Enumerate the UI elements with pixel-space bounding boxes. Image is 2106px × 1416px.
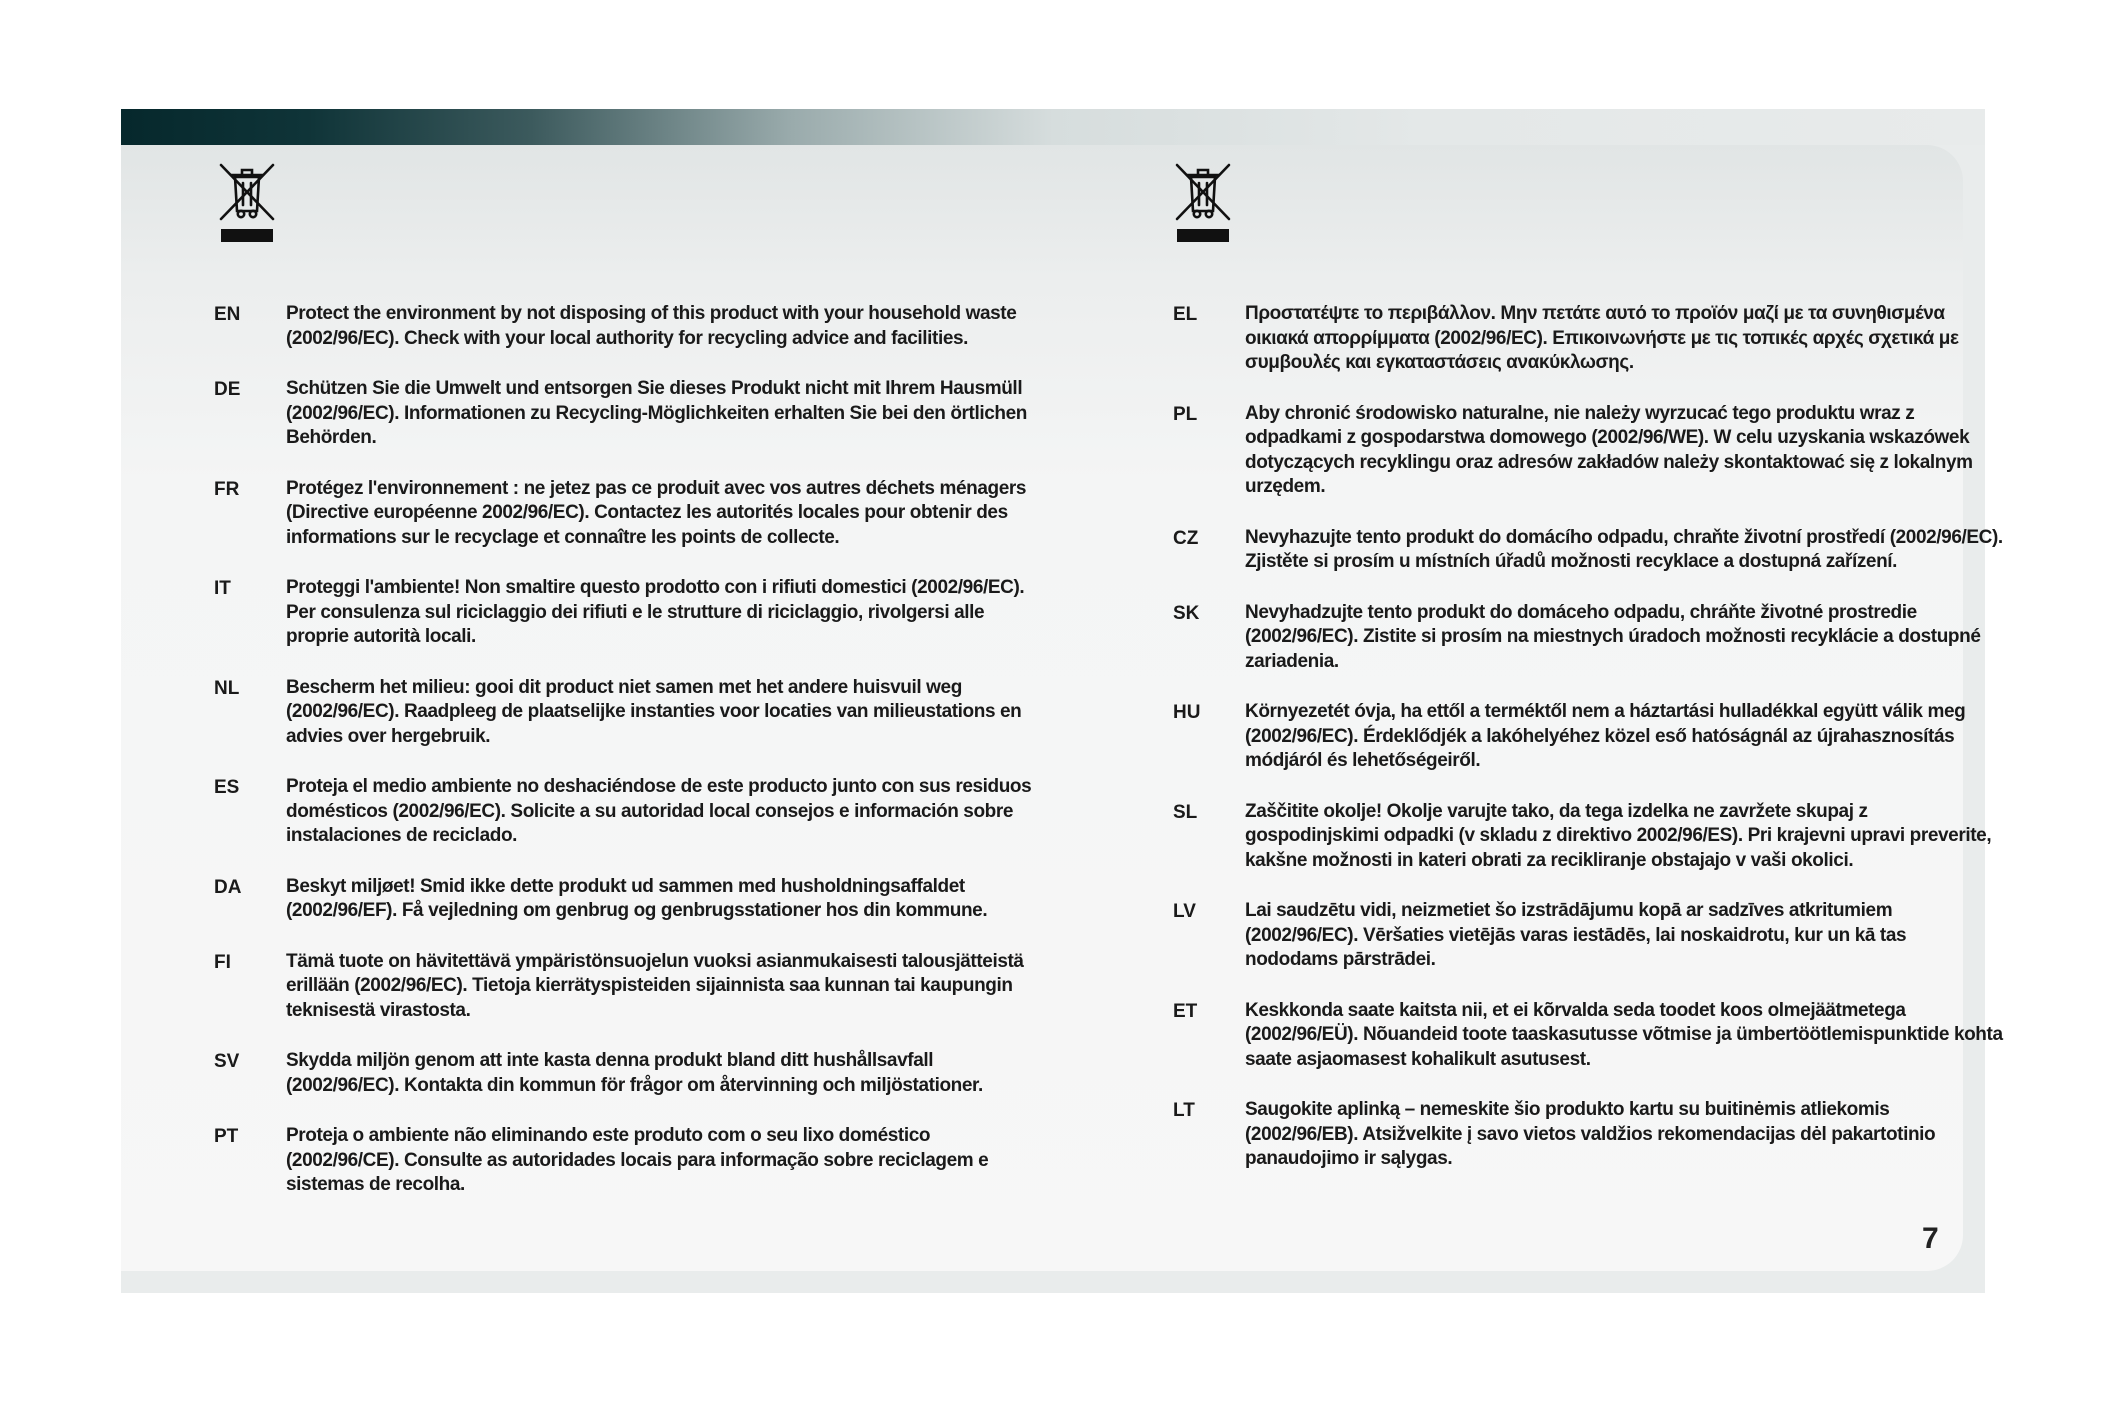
- language-text: Proteggi l'ambiente! Non smaltire questo prodotto con i rifiuti domestici (2002/96/EC). Per consulenza sul riciclaggio dei rifiuti e le strutture di riciclaggio, rivolgersi alle proprie autorità locali.: [286, 577, 1025, 647]
- language-entry-sl: [1173, 800, 2003, 874]
- language-entry-nl: [214, 676, 1044, 750]
- language-code: EL: [1173, 304, 1198, 325]
- language-text: Nevyhazujte tento produkt do domácího odpadu, chraňte životní prostředí (2002/96/EC). Zjistěte si prosím u místních úřadů možnosti recyklace a dostupná zařízení.: [1245, 526, 2003, 572]
- language-text: Protect the environment by not disposing of this product with your household waste (2002/96/EC). Check with your local authority for recycling advice and facilities.: [286, 303, 1017, 349]
- language-code: PL: [1173, 403, 1198, 425]
- language-text: Lai saudzētu vidi, neizmetiet šo izstrādājumu kopā ar sadzīves atkritumiem (2002/96/EC). Vēršaties vietējās varas iestādēs, lai noskaidrotu, kur un kā tas nododams pārstrādei.: [1245, 900, 1907, 970]
- language-text: Bescherm het milieu: gooi dit product niet samen met het andere huisvuil weg (2002/96/EC). Raadpleeg de plaatselijke instanties voor locaties van milieustations en advies over hergebruik.: [286, 676, 1022, 747]
- language-entry-fi: [214, 950, 1044, 1024]
- language-code: NL: [214, 677, 240, 699]
- weee-underline-bar: [1177, 229, 1229, 242]
- language-code: SK: [1173, 602, 1200, 624]
- language-entry-fr: [214, 477, 1044, 551]
- language-entry-it: [214, 576, 1044, 650]
- page-number: 7: [1922, 1222, 1939, 1255]
- language-code: ET: [1173, 1000, 1198, 1022]
- language-text: Keskkonda saate kaitsta nii, et ei kõrvalda seda toodet koos olmejäätmetega (2002/96/EÜ). Nõuandeid toote taaskasutusse võtmise ja ümbertöötlemispunktide kohta saate asjaomasest kohalikult asutusest.: [1245, 999, 2003, 1070]
- language-entry-cz: [1173, 526, 2003, 575]
- language-text: Zaščitite okolje! Okolje varujte tako, da tega izdelka ne zavržete skupaj z gospodinjskimi odpadki (v skladu z direktivo 2002/96/ES). Pri krajevni upravi preverite, kakšne možnosti in kateri obrati za recikliranje obstajajo v vaši okolici.: [1245, 800, 1992, 871]
- weee-underline-bar: [221, 229, 273, 242]
- language-code: DA: [214, 876, 242, 898]
- language-code: LT: [1173, 1100, 1195, 1121]
- language-entry-el: [1173, 302, 2003, 376]
- language-code: SV: [214, 1051, 240, 1072]
- language-entry-pl: [1173, 402, 2003, 500]
- language-code: ES: [214, 777, 240, 798]
- language-code: EN: [214, 304, 241, 325]
- language-entry-en: [214, 302, 1044, 351]
- language-code: LV: [1173, 901, 1196, 922]
- language-text: Proteja el medio ambiente no deshaciéndose de este producto junto con sus residuos domésticos (2002/96/EC). Solicite a su autoridad local consejos e información sobre instalaciones de reciclado.: [286, 776, 1032, 846]
- language-entry-hu: [1173, 700, 2003, 774]
- language-text: Προστατέψτε το περιβάλλον. Μην πετάτε αυτό το προϊόν μαζί με τα συνηθισμένα οικιακά απορρίμματα (2002/96/EC). Επικοινωνήστε με τις τοπικές αρχές σχετικά με συμβουλές και εγκαταστάσεις ανακύκλωσης.: [1245, 303, 1959, 373]
- language-text: Proteja o ambiente não eliminando este produto com o seu lixo doméstico (2002/96/CE). Consulte as autoridades locais para informação sobre reciclagem e sistemas de recolha.: [286, 1125, 989, 1195]
- language-entry-es: [214, 775, 1044, 849]
- language-code: SL: [1173, 801, 1198, 823]
- language-code: CZ: [1173, 527, 1199, 549]
- language-text: Aby chronić środowisko naturalne, nie należy wyrzucać tego produktu wraz z odpadkami z gospodarstwa domowego (2002/96/WE). W celu uzyskania wskazówek dotyczących recyklingu oraz adresów zakładów należy skontaktować się z lokalnym urzędem.: [1245, 402, 1973, 497]
- language-code: PT: [214, 1126, 239, 1147]
- language-code: DE: [214, 379, 241, 400]
- language-entry-de: [214, 377, 1044, 451]
- right-language-column: [1173, 302, 2003, 1198]
- language-text: Környezetét óvja, ha ettől a terméktől nem a háztartási hulladékkal együtt válik meg (2002/96/EC). Érdeklődjék a lakóhelyéhez közel eső hatóságnál az újrahasznosítás módjáról és lehetőségeiről.: [1245, 701, 1966, 771]
- language-entry-da: [214, 875, 1044, 924]
- language-code: FR: [214, 478, 240, 500]
- weee-crossed-bin-icon: [217, 161, 277, 251]
- language-entry-et: [1173, 999, 2003, 1073]
- language-text: Protégez l'environnement : ne jetez pas ce produit avec vos autres déchets ménagers (Directive européenne 2002/96/EC). Contactez les autorités locales pour obtenir des informations sur le recyclage et connaître les points de collecte.: [286, 477, 1027, 548]
- language-code: HU: [1173, 702, 1201, 723]
- left-language-column: [214, 302, 1044, 1224]
- language-text: Schützen Sie die Umwelt und entsorgen Sie dieses Produkt nicht mit Ihrem Hausmüll (2002/96/EC). Informationen zu Recycling-Möglichkeiten erhalten Sie bei den örtlichen Behörden.: [286, 378, 1027, 448]
- language-code: FI: [214, 951, 231, 973]
- language-entry-lt: [1173, 1098, 2003, 1172]
- language-entry-pt: [214, 1124, 1044, 1198]
- weee-crossed-bin-icon: [1173, 161, 1233, 251]
- header-gradient-band: [121, 109, 1985, 145]
- language-entry-sk: [1173, 601, 2003, 675]
- language-text: Skydda miljön genom att inte kasta denna produkt bland ditt hushållsavfall (2002/96/EC). Kontakta din kommun för frågor om återvinning och miljöstationer.: [286, 1050, 983, 1096]
- language-text: Tämä tuote on hävitettävä ympäristönsuojelun vuoksi asianmukaisesti talousjätteistä erillään (2002/96/EC). Tietoja kierrätyspisteiden sijainnista saa kunnan tai kaupungin teknisestä virastosta.: [286, 950, 1024, 1021]
- language-code: IT: [214, 578, 231, 599]
- language-entry-sv: [214, 1049, 1044, 1098]
- language-text: Beskyt miljøet! Smid ikke dette produkt ud sammen med husholdningsaffaldet (2002/96/EF). Få vejledning om genbrug og genbrugsstationer hos din kommune.: [286, 875, 988, 921]
- language-text: Saugokite aplinką – nemeskite šio produkto kartu su buitinėmis atliekomis (2002/96/EB). Atsižvelkite į savo vietos valdžios rekomendacijas dėl pakartotinio panaudojimo ir sąlygas.: [1245, 1099, 1936, 1169]
- language-text: Nevyhadzujte tento produkt do domáceho odpadu, chráňte životné prostredie (2002/96/EC). Zistite si prosím na miestnych úradoch možnosti recyklácie a dostupné zariadenia.: [1245, 601, 1981, 672]
- language-entry-lv: [1173, 899, 2003, 973]
